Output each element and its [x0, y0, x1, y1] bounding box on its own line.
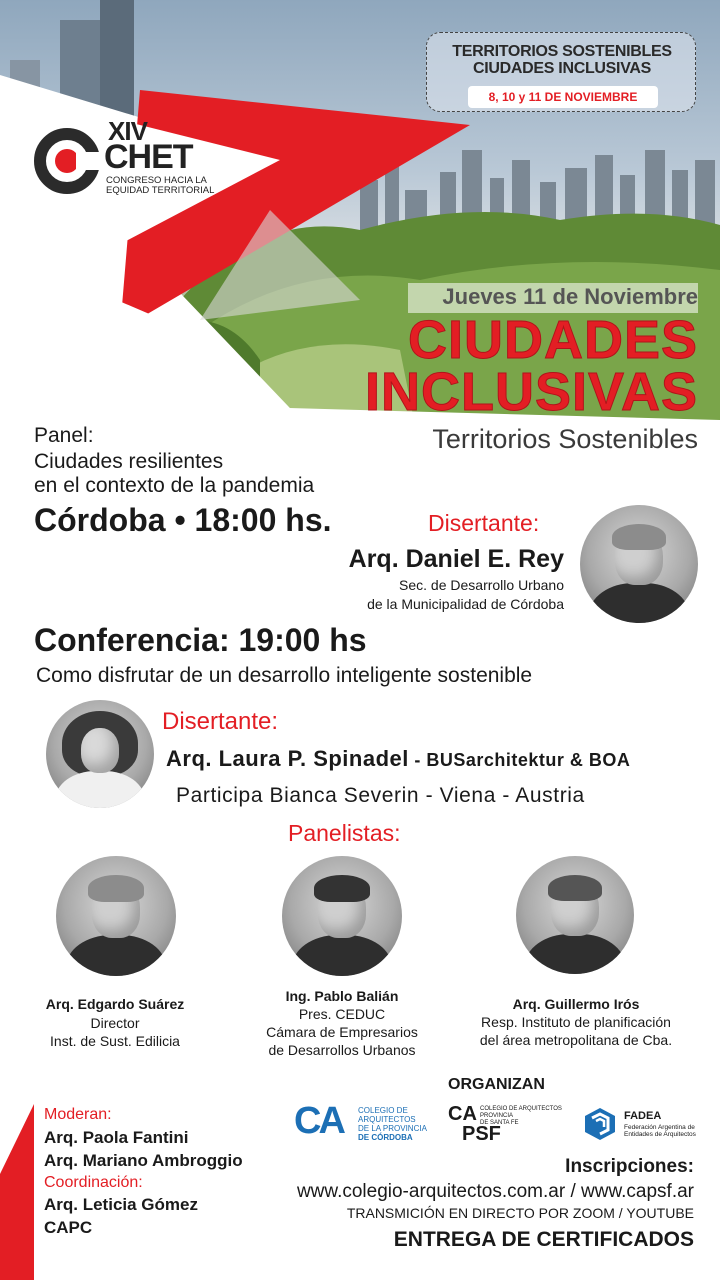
title-line1: CIUDADES [407, 310, 698, 370]
hero-subtitle: Territorios Sostenibles [432, 424, 698, 454]
coordinator-org: CAPC [44, 1218, 93, 1237]
org1-line2: ARQUITECTOS [358, 1115, 416, 1124]
org1-name [358, 1106, 427, 1142]
conference-speaker-label: Disertante: [162, 708, 279, 735]
conference-participant: Participa Bianca Severin - Viena - Austria [176, 784, 585, 807]
conference-speaker-name: Arq. Laura P. Spinadel [166, 746, 409, 771]
logo-name: CHET [104, 138, 193, 176]
panel-speaker-role2: de la Municipalidad de Córdoba [367, 596, 564, 612]
panelists-label: Panelistas: [288, 820, 401, 846]
transmission-note: TRANSMICIÓN EN DIRECTO POR ZOOM / YOUTUBE [346, 1205, 694, 1221]
org1-line4: DE CÓRDOBA [358, 1133, 413, 1142]
chet-logo-cut [76, 152, 102, 170]
org1-line1: COLEGIO DE [358, 1106, 408, 1115]
org2-logo-mark1: CA [448, 1103, 477, 1125]
coordinacion-label: Coordinación: [44, 1174, 143, 1191]
inscripciones-label: Inscripciones: [565, 1156, 694, 1177]
panelist-3-name: Arq. Guillermo Irós [512, 996, 640, 1012]
title-line2: INCLUSIVAS [364, 362, 698, 422]
organizan-label: ORGANIZAN [448, 1076, 545, 1093]
org3-name: FADEA [624, 1110, 662, 1122]
panelist-1-name: Arq. Edgardo Suárez [45, 996, 185, 1012]
speaker-photo-daniel-rey [580, 505, 698, 623]
org2-line1: COLEGIO DE ARQUITECTOS [480, 1106, 562, 1112]
panel-speaker-role1: Sec. de Desarrollo Urbano [399, 577, 564, 593]
fadea-logo-icon [582, 1106, 618, 1142]
hero-banner [0, 0, 720, 450]
logo-number: XIV [108, 116, 147, 146]
speaker-photo-laura-spinadel [46, 700, 154, 808]
org1-line3: DE LA PROVINCIA [358, 1124, 427, 1133]
panelist-photo-edgardo-suarez [56, 856, 176, 976]
footer-red-cut [0, 1104, 34, 1174]
badge-line2: CIUDADES INCLUSIVAS [472, 60, 652, 77]
conference-speaker [166, 746, 630, 772]
registration-urls[interactable]: www.colegio-arquitectos.com.ar / www.capsf.ar [296, 1181, 694, 1202]
panelist-1-role1: Director [90, 1015, 140, 1031]
panel-title-line2: en el contexto de la pandemia [34, 474, 315, 497]
panel-speaker-label: Disertante: [428, 510, 540, 536]
panelist-photo-guillermo-iros [516, 856, 634, 974]
panelist-1-role2: Inst. de Sust. Edilicia [50, 1033, 180, 1049]
moderator-1: Arq. Paola Fantini [44, 1128, 189, 1147]
logo-subtitle: CONGRESO HACIA LA EQUIDAD TERRITORIAL [106, 175, 215, 196]
panelist-2-role3: de Desarrollos Urbanos [268, 1042, 416, 1058]
org3-line2: Entidades de Arquitectos [624, 1131, 696, 1138]
panel-label: Panel: [34, 424, 94, 447]
panel-time: Córdoba • 18:00 hs. [34, 502, 332, 538]
org2-name [480, 1106, 562, 1127]
conference-title: Como disfrutar de un desarrollo inteligente sostenible [36, 664, 533, 687]
panelist-photo-pablo-balian [282, 856, 402, 976]
coordinator: Arq. Leticia Gómez [44, 1195, 198, 1214]
org3-line1: Federación Argentina de [624, 1124, 695, 1131]
panelist-2-role2: Cámara de Empresarios [266, 1024, 418, 1040]
org1-logo-mark: CA [294, 1100, 343, 1142]
panel-title-line1: Ciudades resilientes [34, 450, 224, 473]
moderator-2: Arq. Mariano Ambroggio [44, 1151, 243, 1170]
event-day: Jueves 11 de Noviembre [442, 284, 698, 309]
org3-desc [624, 1124, 696, 1138]
moderan-label: Moderan: [44, 1106, 112, 1123]
conference-time: Conferencia: 19:00 hs [34, 622, 367, 658]
org2-line3: DE SANTA FE [480, 1120, 519, 1126]
certificates-note: ENTREGA DE CERTIFICADOS [393, 1228, 694, 1251]
panelist-2-name: Ing. Pablo Balián [285, 988, 399, 1004]
panel-speaker-name: Arq. Daniel E. Rey [348, 545, 564, 573]
org2-line2: PROVINCIA [480, 1113, 514, 1119]
badge-line1: TERRITORIOS SOSTENIBLES [452, 43, 672, 60]
panelist-3-role2: del área metropolitana de Cba. [479, 1032, 673, 1048]
badge-dates: 8, 10 y 11 DE NOVIEMBRE [468, 86, 658, 108]
panelist-3-role1: Resp. Instituto de planificación [481, 1014, 671, 1030]
conference-speaker-org: - BUSarchitektur & BOA [408, 750, 631, 770]
panelist-2-role1: Pres. CEDUC [298, 1006, 386, 1022]
org2-logo-mark2: PSF [462, 1123, 501, 1145]
